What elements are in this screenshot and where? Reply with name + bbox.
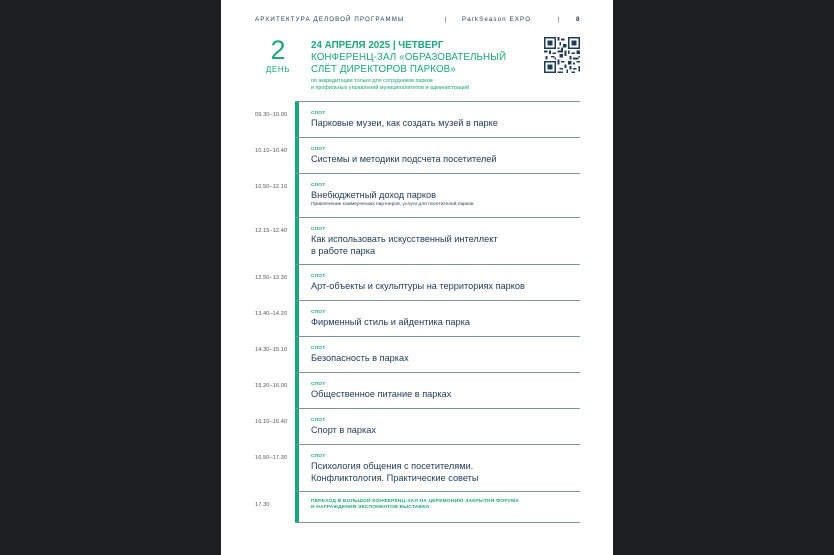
slot-time: 12.15–12.40 (255, 228, 288, 234)
schedule-row (221, 173, 613, 217)
slot-title-line1: Психология общения с посетителями. (311, 461, 474, 471)
brand-name: ParkSeason EXPO (462, 16, 532, 23)
slot-label: СЛОТ (311, 147, 326, 152)
hall-name-line1: КОНФЕРЕНЦ-ЗАЛ «ОБРАЗОВАТЕЛЬНЫЙ (311, 52, 507, 63)
slot-title: Безопасность в парках (311, 353, 409, 363)
row-divider (295, 264, 580, 265)
slot-time: 09.30–10.00 (255, 112, 288, 118)
closing-row (221, 491, 613, 523)
row-divider (295, 336, 580, 337)
slot-title: Спорт в парках (311, 425, 376, 435)
schedule-row (221, 372, 613, 408)
row-divider (295, 444, 580, 445)
header-separator: | (558, 16, 561, 23)
schedule-row (221, 444, 613, 491)
closing-text (311, 499, 541, 512)
slot-time: 13.40–14.20 (255, 311, 288, 317)
accent-bar (295, 265, 299, 300)
slot-time: 14.30–15.10 (255, 347, 288, 353)
slot-label: СЛОТ (311, 346, 326, 351)
access-note (311, 78, 531, 92)
row-divider (295, 137, 580, 138)
slot-time: 10.50–12.10 (255, 184, 288, 190)
schedule-row (221, 408, 613, 444)
row-divider (295, 491, 580, 492)
schedule-row (221, 137, 613, 173)
accent-bar (295, 138, 299, 173)
page-number: 8 (576, 16, 581, 23)
slot-title: Общественное питание в парках (311, 389, 452, 399)
row-divider (295, 300, 580, 301)
row-divider (295, 408, 580, 409)
schedule-row (221, 336, 613, 372)
day-word: ДЕНЬ (265, 65, 291, 74)
slot-label: СЛОТ (311, 274, 326, 279)
accent-bar (295, 337, 299, 372)
qr-code-icon[interactable] (544, 37, 580, 73)
schedule-row (221, 300, 613, 336)
hall-name-line2: СЛЁТ ДИРЕКТОРОВ ПАРКОВ» (311, 63, 456, 75)
accent-bar (295, 301, 299, 336)
session-date: 24 АПРЕЛЯ 2025 | ЧЕТВЕРГ (311, 40, 444, 51)
closing-text-line2: И НАГРАЖДЕНИЯ ЭКСПОНЕНТОВ ВЫСТАВКИ (311, 505, 430, 511)
slot-time: 16.50–17.30 (255, 455, 288, 461)
closing-time: 17.30 (255, 502, 270, 508)
slot-title-line1: Как использовать искусственный интеллект (311, 234, 498, 244)
row-divider (295, 372, 580, 373)
slot-title: Арт-объекты и скульптуры на территориях парков (311, 281, 525, 291)
slot-time: 12.50–13.30 (255, 275, 288, 281)
accent-bar (295, 409, 299, 444)
slot-title: Фирменный стиль и айдентика парка (311, 317, 470, 327)
accent-bar (295, 174, 299, 217)
section-title: АРХИТЕКТУРА ДЕЛОВОЙ ПРОГРАММЫ (255, 16, 405, 23)
slot-title (311, 461, 561, 484)
row-divider (295, 173, 580, 174)
slot-label: СЛОТ (311, 310, 326, 315)
slot-label: СЛОТ (311, 418, 326, 423)
accent-bar (295, 102, 299, 137)
slot-time: 16.10–16.40 (255, 419, 288, 425)
access-note-line2: и профильных управлений муниципалитетов и администраций (311, 84, 470, 91)
slot-title (311, 234, 561, 257)
session-header (311, 40, 541, 92)
accent-bar (295, 445, 299, 491)
closing-text-line1: ПЕРЕХОД В БОЛЬШОЙ КОНФЕРЕНЦ-ЗАЛ НА ЦЕРЕМОНИЮ ЗАКРЫТИЯ ФОРУМА (311, 499, 520, 504)
accent-bar (295, 492, 299, 523)
program-page (221, 0, 613, 555)
slot-label: СЛОТ (311, 382, 326, 387)
slot-time: 15.20–16.00 (255, 383, 288, 389)
accent-bar (295, 218, 299, 264)
row-divider (295, 217, 580, 218)
slot-title: Внебюджетный доход парков (311, 190, 437, 200)
slot-label: СЛОТ (311, 454, 326, 459)
access-note-line1: по аккредитации только для сотрудников парков (311, 78, 433, 84)
day-number: 2 (270, 35, 286, 65)
slot-label: СЛОТ (311, 227, 326, 232)
slot-title-line2: Конфликтология. Практические советы (311, 472, 479, 483)
row-divider (295, 522, 580, 523)
schedule-row (221, 264, 613, 300)
slot-title-line2: в работе парка (311, 245, 376, 256)
slot-time: 10.10–10.40 (255, 148, 288, 154)
row-divider (295, 101, 580, 102)
schedule-row (221, 217, 613, 264)
slot-subtitle: Привлечение коммерческих партнеров, услуги для посетителей парков (311, 202, 474, 207)
schedule-row (221, 101, 613, 137)
slot-label: СЛОТ (311, 183, 326, 188)
day-badge (261, 37, 295, 74)
page-header (255, 16, 581, 26)
slot-title: Парковые музеи, как создать музей в парке (311, 118, 498, 128)
header-separator: | (445, 16, 448, 23)
slot-label: СЛОТ (311, 111, 326, 116)
accent-bar (295, 373, 299, 408)
slot-title: Системы и методики подсчета посетителей (311, 154, 497, 164)
